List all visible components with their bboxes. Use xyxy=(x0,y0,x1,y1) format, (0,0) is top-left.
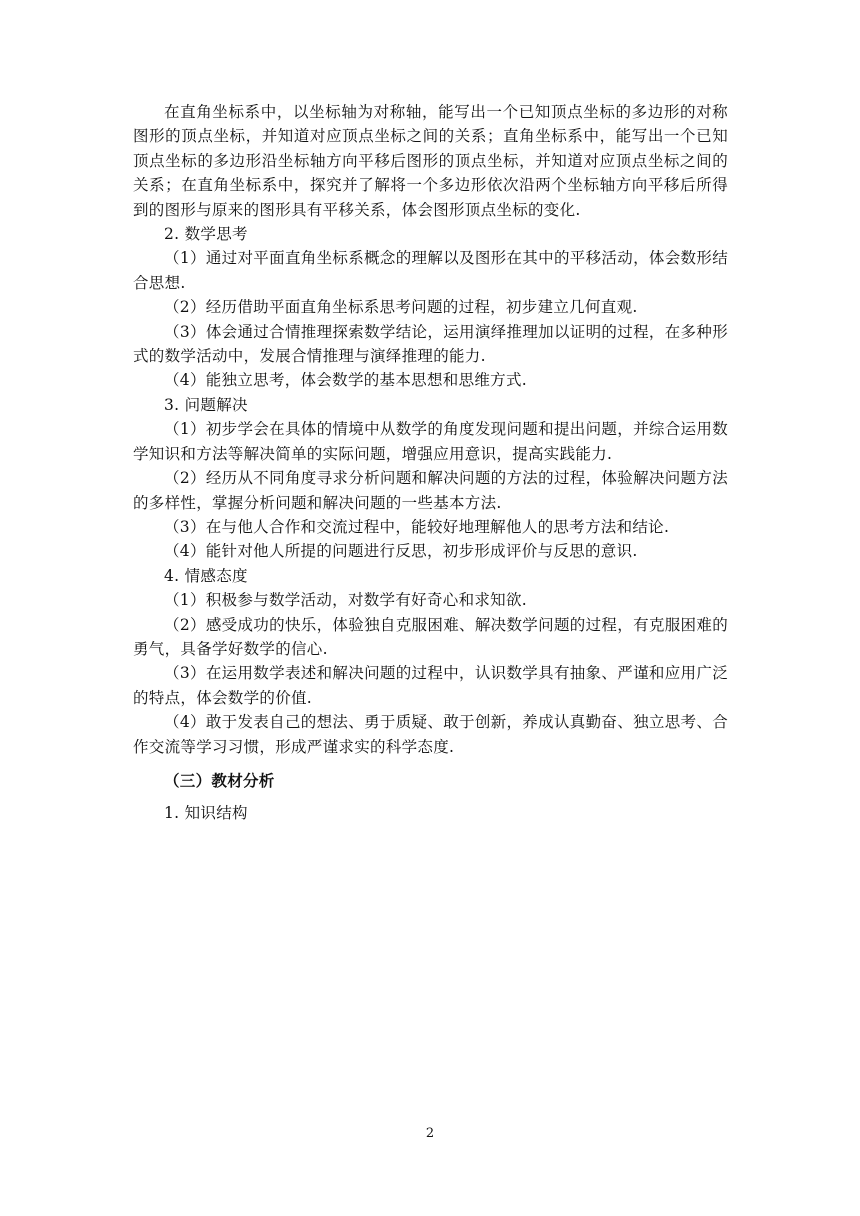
page-number: 2 xyxy=(425,1126,435,1141)
list-item: （1）积极参与数学活动，对数学有好奇心和求知欲. xyxy=(164,591,527,610)
heading-problem-solving: 3. 问题解决 xyxy=(164,395,248,414)
page-content xyxy=(133,100,728,826)
list-item: （1）初步学会在具体的情境中从数学的角度发现问题和提出问题，并综合运用数学知识和方法等解决简单的实际问题，增强应用意识，提高实践能力. xyxy=(133,420,728,463)
section-subheading: 1. 知识结构 xyxy=(164,804,248,823)
list-item: （2）经历借助平面直角坐标系思考问题的过程，初步建立几何直观. xyxy=(164,298,638,317)
heading-attitude: 4. 情感态度 xyxy=(164,566,248,585)
list-item: （4）能针对他人所提的问题进行反思，初步形成评价与反思的意识. xyxy=(164,542,638,561)
list-item: （4）能独立思考，体会数学的基本思想和思维方式. xyxy=(164,371,527,390)
section-title: （三）教材分析 xyxy=(164,771,275,790)
list-item: （4）敢于发表自己的想法、勇于质疑、敢于创新，养成认真勤奋、独立思考、合作交流等学习习惯，形成严谨求实的科学态度. xyxy=(133,713,728,756)
list-item: （2）感受成功的快乐，体验独自克服困难、解决数学问题的过程，有克服困难的勇气，具备学好数学的信心. xyxy=(133,615,728,658)
intro-paragraph: 在直角坐标系中，以坐标轴为对称轴，能写出一个已知顶点坐标的多边形的对称图形的顶点坐标，并知道对应顶点坐标之间的关系；直角坐标系中，能写出一个已知顶点坐标的多边形沿坐标轴方向平移后图形的顶点坐标，并知道对应顶点坐标之间的关系；在直角坐标系中，探究并了解将一个多边形依次沿两个坐标轴方向平移后所得到的图形与原来的图形具有平移关系，体会图形顶点坐标的变化. xyxy=(133,103,728,219)
list-item: （2）经历从不同角度寻求分析问题和解决问题的方法的过程，体验解决问题方法的多样性，掌握分析问题和解决问题的一些基本方法. xyxy=(133,469,728,512)
list-item: （1）通过对平面直角坐标系概念的理解以及图形在其中的平移活动，体会数形结合思想. xyxy=(133,249,728,292)
list-item: （3）体会通过合情推理探索数学结论，运用演绎推理加以证明的过程，在多种形式的数学活动中，发展合情推理与演绎推理的能力. xyxy=(133,322,728,366)
list-item: （3）在运用数学表述和解决问题的过程中，认识数学具有抽象、严谨和应用广泛的特点，体会数学的价值. xyxy=(133,664,728,707)
list-item: （3）在与他人合作和交流过程中，能较好地理解他人的思考方法和结论. xyxy=(164,517,670,536)
heading-math-thinking: 2. 数学思考 xyxy=(164,225,248,244)
